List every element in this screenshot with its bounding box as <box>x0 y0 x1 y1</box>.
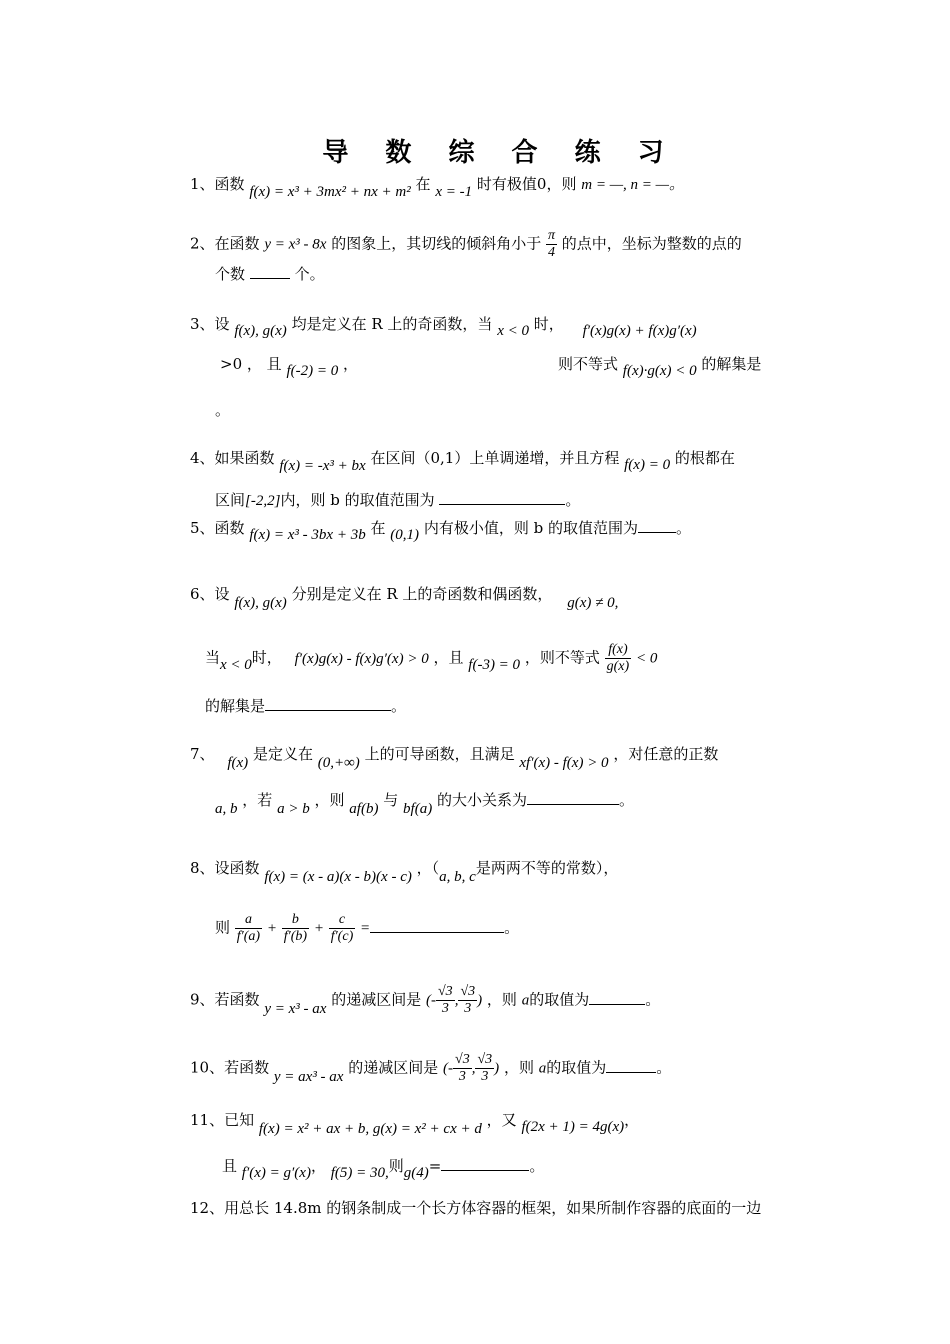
answer-blank[interactable] <box>370 918 504 933</box>
problem-7: 7、 f(x) 是定义在 (0,+∞) 上的可导函数，且满足 xf′(x) - f(x) > 0 ，对任意的正数 <box>190 745 719 771</box>
problem-6-cont: 当x < 0时， f′(x)g(x) - f(x)g′(x) > 0 ，且 f(-3) = 0 ，则不等式 $\frac{f(x)}{g(x)}$ < 0 <box>205 642 658 674</box>
problem-5: 5、函数 f(x) = x³ - 3bx + 3b 在 (0,1) 内有极小值，则 b 的取值范围为 。 <box>190 519 691 543</box>
problem-2-cont: 个数 个。 <box>215 265 325 283</box>
problem-3-end: 。 <box>215 401 231 419</box>
answer-blank[interactable] <box>439 490 565 505</box>
c-over-fprime-c: $\frac{c}{f'(c)}$ <box>330 912 354 944</box>
answer-blank[interactable] <box>606 1058 656 1073</box>
answer-blank[interactable] <box>250 264 290 279</box>
problem-2: 2、在函数 y = x³ - 8x 的图象上，其切线的倾斜角小于 $\frac{\pi}{4}$ 的点中，坐标为整数的点的 <box>190 228 742 260</box>
problem-4-cont: 区间[-2,2]内，则 b 的取值范围为 。 <box>215 491 581 509</box>
answer-blank[interactable] <box>638 518 676 533</box>
f-over-g-fraction: $\frac{f(x)}{g(x)}$ <box>606 642 630 674</box>
b-over-fprime-b: $\frac{b}{f'(b)}$ <box>283 912 308 944</box>
problem-4: 4、如果函数 f(x) = -x³ + bx 在区间（0,1）上单调递增，并且方程 f(x) = 0 的根都在 <box>190 449 735 474</box>
problem-7-cont: a, b ，若 a > b ，则 af(b) 与 bf(a) 的大小关系为 。 <box>215 791 635 817</box>
answer-blank[interactable] <box>441 1156 529 1171</box>
problem-10: 10、若函数 y = ax³ - ax 的递减区间是 (- $\frac{√3}{3}$ , $\frac{√3}{3}$ ) ，则 a的取值为 。 <box>190 1052 672 1085</box>
sqrt3-over-3-fraction: $\frac{√3}{3}$ <box>455 1052 470 1084</box>
problem-6-end: 的解集是 。 <box>205 697 407 715</box>
answer-blank[interactable] <box>527 790 619 805</box>
problem-6: 6、设 f(x), g(x) 分别是定义在 R 上的奇函数和偶函数， g(x) ≠ 0, <box>190 585 619 611</box>
page-title: 导 数 综 合 练 习 <box>322 138 678 168</box>
problem-8-cont: 则 $\frac{a}{f'(a)}$ + $\frac{b}{f'(b)}$ + $\frac{c}{f'(c)}$ = 。 <box>215 912 520 944</box>
problem-11: 11、已知 f(x) = x² + ax + b, g(x) = x² + cx + d ，又 f(2x + 1) = 4g(x)， <box>190 1111 640 1137</box>
problem-3: 3、设 f(x), g(x) 均是定义在 R 上的奇函数，当 x < 0 时， f′(x)g(x) + f(x)g′(x) <box>190 315 697 339</box>
pi-over-4-fraction: $\frac{\pi}{4}$ <box>548 228 556 260</box>
sqrt3-over-3-fraction: $\frac{√3}{3}$ <box>477 1052 493 1084</box>
problem-12: 12、用总长 14.8m 的钢条制成一个长方体容器的框架，如果所制作容器的底面的一边 <box>190 1199 762 1217</box>
problem-1: 1、函数 f(x) = x³ + 3mx² + nx + m² 在 x = -1 时有极值0，则 m = —, n = —。 <box>190 175 684 200</box>
sqrt3-over-3-fraction: $\frac{√3}{3}$ <box>460 984 476 1016</box>
problem-3-ineq: 则不等式 f(x)·g(x) < 0 的解集是 <box>558 355 762 379</box>
problem-8: 8、设函数 f(x) = (x - a)(x - b)(x - c) ，（a, b, c是两两不等的常数）， <box>190 859 619 885</box>
a-over-fprime-a: $\frac{a}{f'(a)}$ <box>236 912 261 944</box>
problem-11-cont: 且 f′(x) = g′(x)， f(5) = 30,则g(4)= 。 <box>222 1157 545 1181</box>
answer-blank[interactable] <box>589 990 645 1005</box>
answer-blank[interactable] <box>265 696 391 711</box>
problem-9: 9、若函数 y = x³ - ax 的递减区间是 (- $\frac{√3}{3}$ , $\frac{√3}{3}$ ) ，则 a的取值为 。 <box>190 984 661 1017</box>
sqrt3-over-3-fraction: $\frac{√3}{3}$ <box>438 984 453 1016</box>
problem-3-cont: >0 ， 且 f(-2) = 0 ， <box>220 355 359 379</box>
